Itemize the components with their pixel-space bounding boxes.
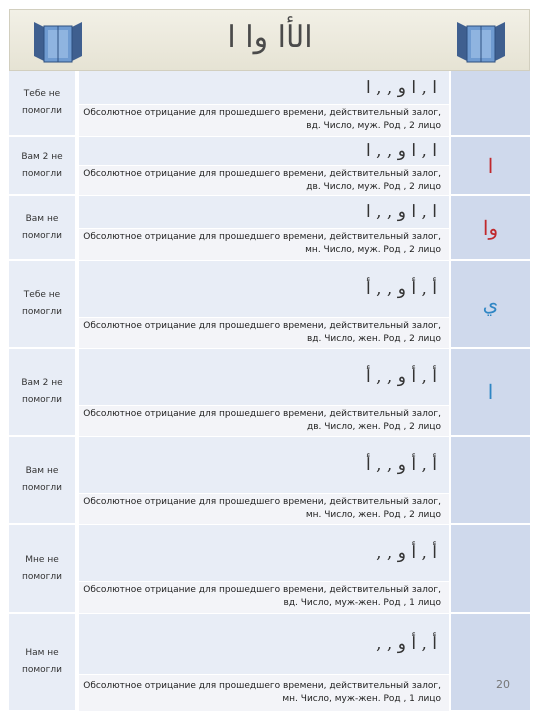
- suffix-marker: [451, 71, 530, 135]
- table-row: [9, 71, 530, 136]
- grammar-description: Обсолютное отрицание для прошедшего времени, действительный залог, вд. Число, жен. Род , 2 лицо: [79, 318, 449, 348]
- grammar-description: Обсолютное отрицание для прошедшего времени, действительный залог, мн. Число, муж-жен. Род , 1 лицо: [79, 675, 449, 711]
- arabic-form: أ , أ و , , أ: [79, 349, 449, 405]
- arabic-form: ا , ا و , , ا: [79, 196, 449, 228]
- page-title: الأا وا ا: [227, 20, 313, 55]
- table-row: [9, 437, 530, 524]
- suffix-marker: [451, 437, 530, 523]
- grammar-description: Обсолютное отрицание для прошедшего времени, действительный залог, мн. Число, муж. Род , 2 лицо: [79, 229, 449, 260]
- person-label: Нам не помогли: [9, 614, 77, 710]
- person-label: Вам не помогли: [9, 196, 77, 259]
- open-book-icon: [455, 18, 507, 66]
- person-label: Вам не помогли: [9, 437, 77, 523]
- person-label: Тебе не помогли: [9, 71, 77, 135]
- grammar-description: Обсолютное отрицание для прошедшего времени, действительный залог, вд. Число, муж-жен. Род , 1 лицо: [79, 582, 449, 613]
- suffix-marker: [451, 614, 530, 710]
- table-row: [9, 196, 530, 260]
- table-row: [9, 349, 530, 436]
- suffix-marker: [451, 525, 530, 612]
- arabic-form: أ , أ و , ,: [79, 614, 449, 674]
- table-row: [9, 261, 530, 348]
- open-book-icon: [32, 18, 84, 66]
- person-label: Вам 2 не помогли: [9, 349, 77, 435]
- page-number: 20: [496, 678, 510, 691]
- person-label: Тебе не помогли: [9, 261, 77, 347]
- grammar-description: Обсолютное отрицание для прошедшего времени, действительный залог, мн. Число, жен. Род , 2 лицо: [79, 494, 449, 524]
- suffix-marker: ا: [451, 137, 530, 194]
- table-row: [9, 525, 530, 613]
- arabic-form: ا , ا و , , ا: [79, 71, 449, 104]
- grammar-description: Обсолютное отрицание для прошедшего времени, действительный залог, вд. Число, муж. Род , 2 лицо: [79, 105, 449, 136]
- conjugation-table: [9, 71, 530, 711]
- suffix-marker: وا: [451, 196, 530, 259]
- grammar-description: Обсолютное отрицание для прошедшего времени, действительный залог, дв. Число, муж. Род , 2 лицо: [79, 166, 449, 195]
- suffix-marker: ا: [451, 349, 530, 435]
- arabic-form: ا , ا و , , ا: [79, 137, 449, 165]
- slide-header: [9, 9, 530, 71]
- arabic-form: أ , أ و , ,: [79, 525, 449, 581]
- table-row: [9, 614, 530, 711]
- table-row: [9, 137, 530, 195]
- suffix-marker: ي: [451, 261, 530, 347]
- person-label: Вам 2 не помогли: [9, 137, 77, 194]
- grammar-description: Обсолютное отрицание для прошедшего времени, действительный залог, дв. Число, жен. Род , 2 лицо: [79, 406, 449, 436]
- arabic-form: أ , أ و , , أ: [79, 437, 449, 493]
- person-label: Мне не помогли: [9, 525, 77, 612]
- arabic-form: أ , أ و , , أ: [79, 261, 449, 317]
